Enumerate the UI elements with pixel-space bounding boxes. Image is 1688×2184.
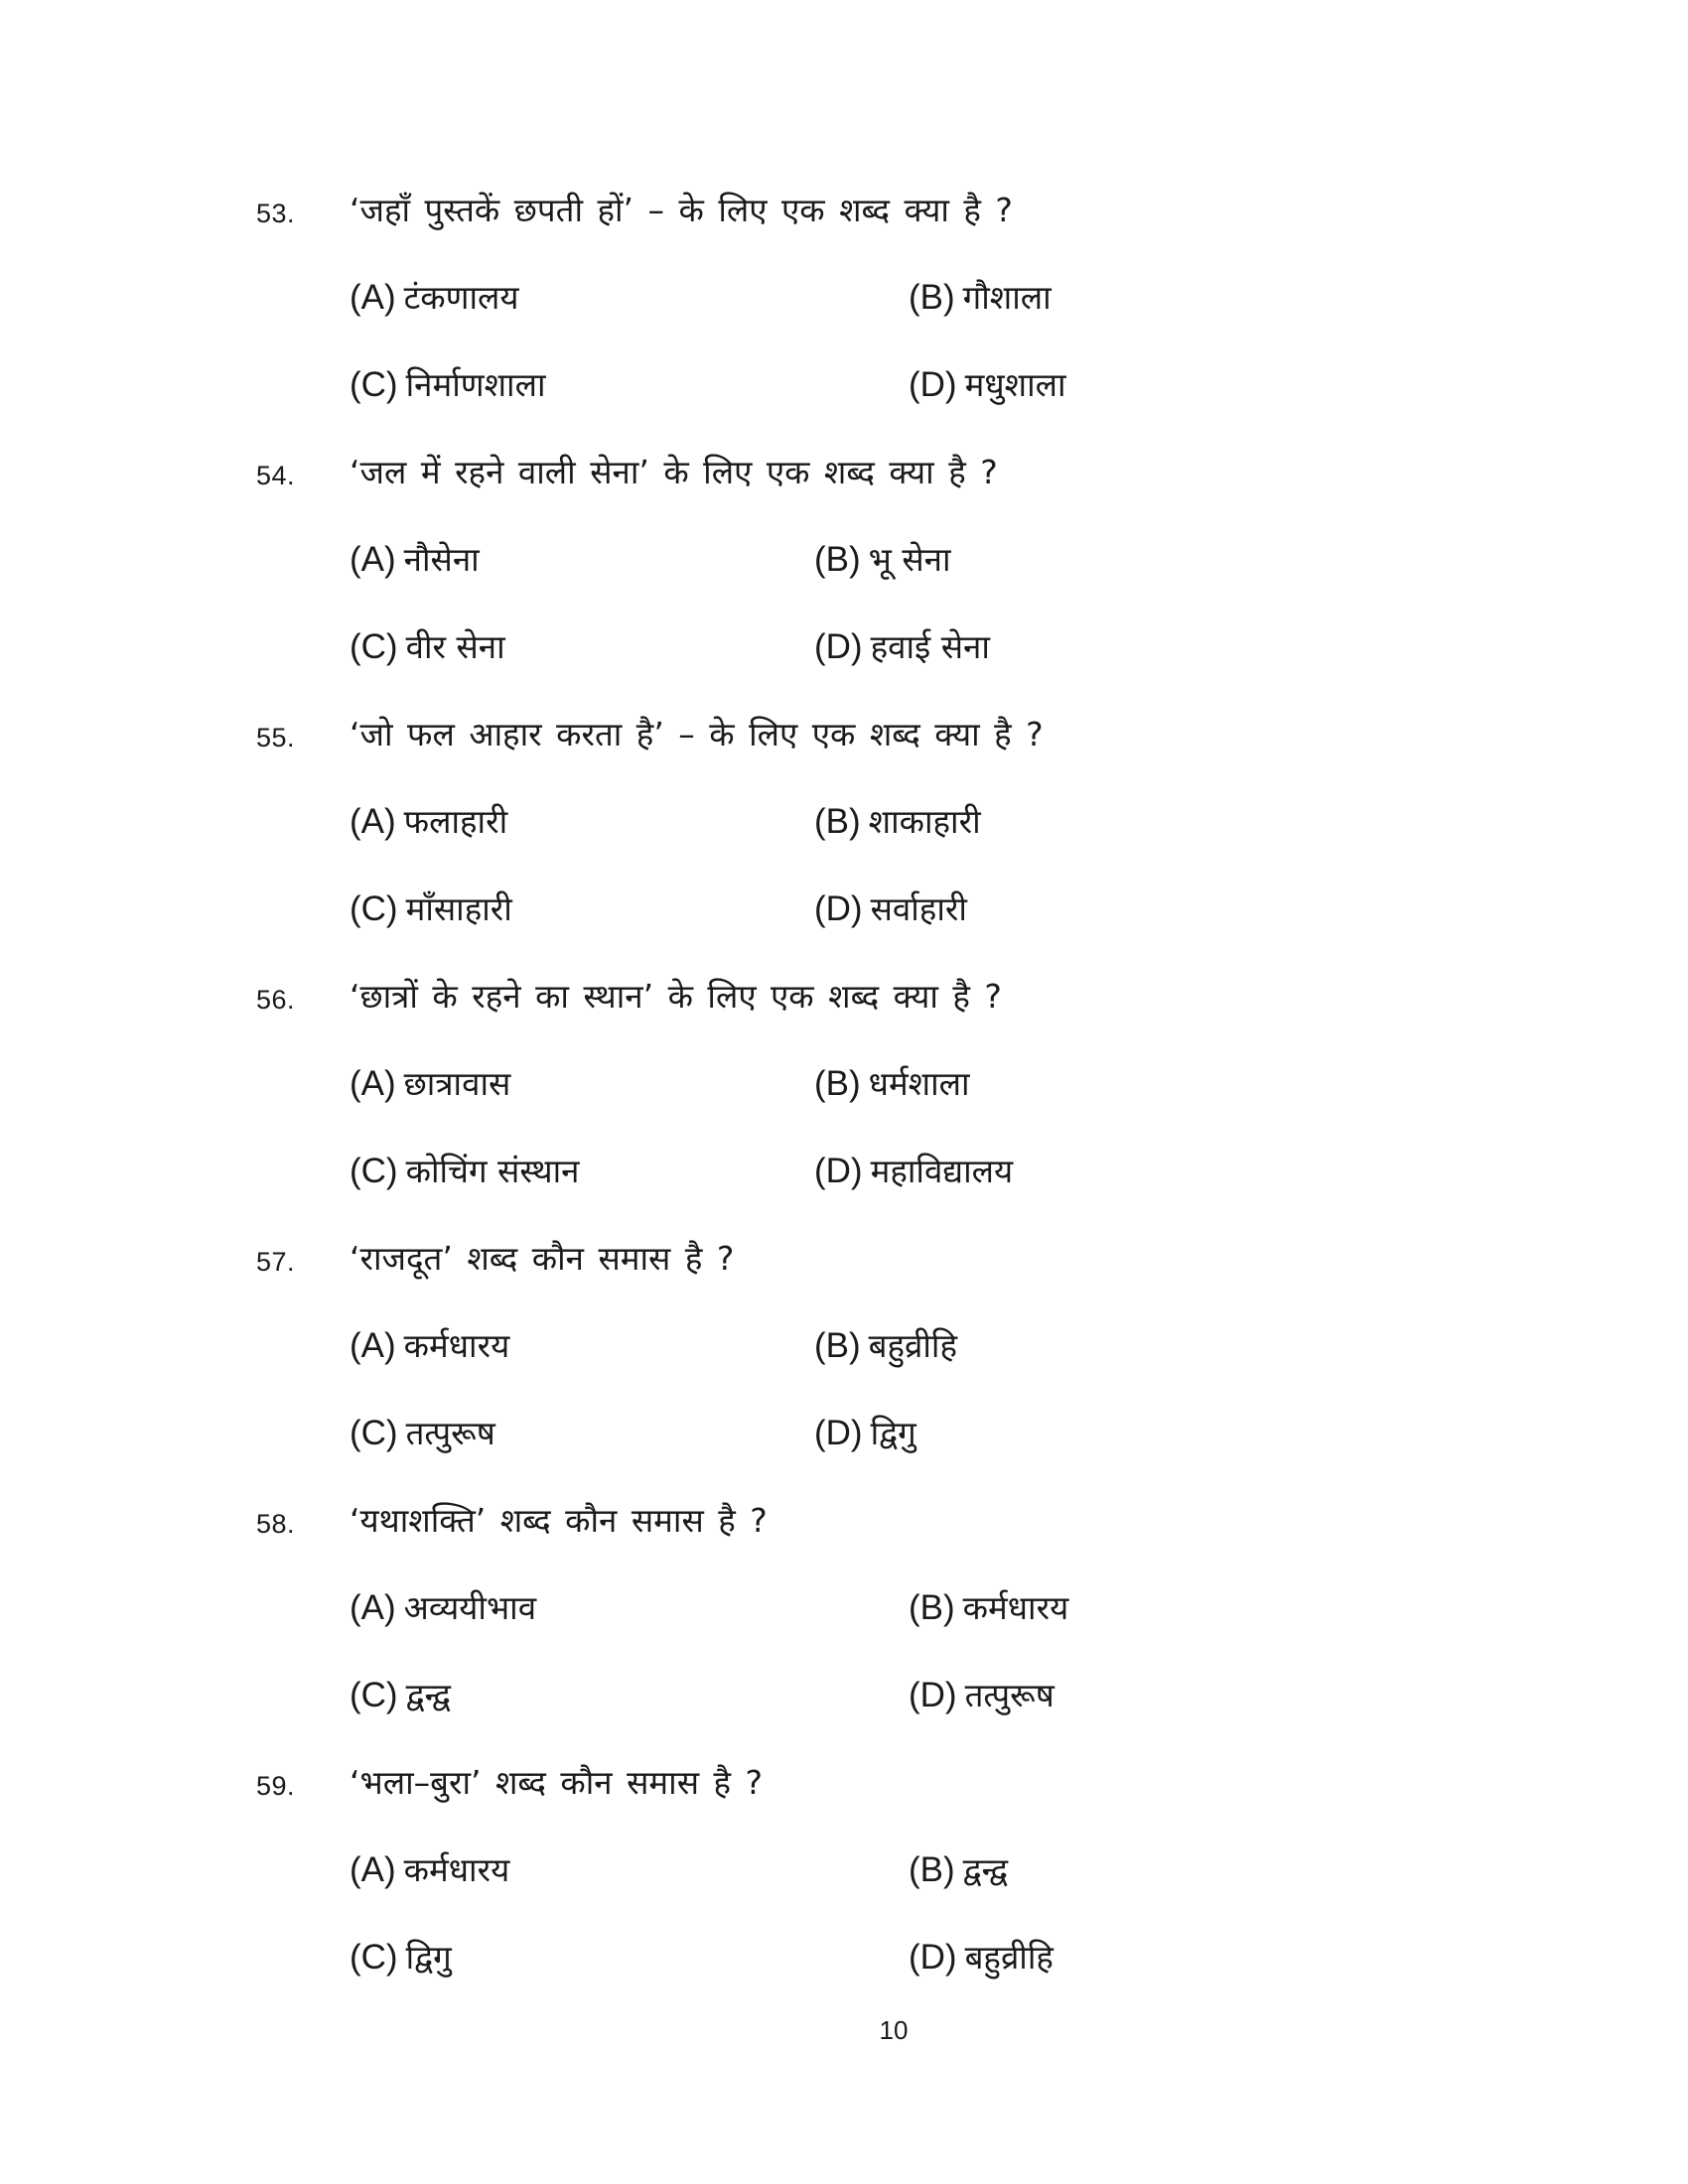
option-text: अव्ययीभाव [403,1588,537,1627]
option-letter: (B) [909,1850,955,1889]
option-a [350,798,507,843]
option-text: महाविद्यालय [870,1152,1014,1190]
option-c [350,361,546,406]
question-number: 54. [256,461,296,490]
option-text: द्वन्द्व [962,1850,1008,1889]
question-line [0,973,1688,1023]
option-a [350,274,519,319]
question-number: 55. [256,723,296,752]
question-line [0,1497,1688,1547]
question-text: ‘जहाँ पुस्तकें छपती हों’ – के लिए एक शब्द क्या है ? [350,191,1013,229]
option-text: मधुशाला [964,365,1066,404]
option-a [350,1584,536,1629]
option-text: शाकाहारी [868,802,981,841]
option-letter: (B) [814,1326,861,1365]
option-d [814,886,967,930]
option-text: धर्मशाला [868,1064,970,1103]
option-d [814,623,990,668]
option-letter: (A) [350,802,396,841]
option-text: भू सेना [868,540,951,579]
option-b [814,1060,970,1105]
option-text: तत्पुरूष [964,1676,1055,1714]
option-letter: (A) [350,1064,396,1103]
option-text: फलाहारी [403,802,508,841]
question-text: ‘भला–बुरा’ शब्द कौन समास है ? [350,1763,764,1802]
option-a [350,1060,510,1105]
option-d [814,1410,916,1454]
option-c [350,1672,451,1716]
option-letter: (A) [350,1850,396,1889]
question-text: ‘छात्रों के रहने का स्थान’ के लिए एक शब्द क्या है ? [350,977,1002,1016]
option-c [350,886,512,930]
option-letter: (C) [350,627,398,666]
question-number: 53. [256,199,296,228]
option-text: बहुव्रीहि [964,1938,1054,1977]
option-letter: (C) [350,1414,398,1452]
option-c [350,623,505,668]
option-text: कोचिंग संस्थान [405,1152,580,1190]
option-text: माँसाहारी [405,889,512,928]
option-text: द्विगु [870,1414,916,1452]
question-line [0,449,1688,498]
option-letter: (D) [909,365,957,404]
option-text: वीर सेना [405,627,505,666]
option-letter: (A) [350,540,396,579]
option-b [909,1846,1008,1891]
question-line [0,711,1688,760]
option-letter: (B) [814,802,861,841]
option-text: कर्मधारय [403,1850,510,1889]
question-line [0,187,1688,236]
option-text: तत्पुरूष [405,1414,495,1452]
option-letter: (D) [814,1152,863,1190]
option-letter: (A) [350,1326,396,1365]
option-letter: (D) [814,1414,863,1452]
option-a [350,1846,509,1891]
option-text: द्वन्द्व [405,1676,451,1714]
page-footer [0,2015,1688,2046]
option-text: बहुव्रीहि [868,1326,957,1365]
option-letter: (A) [350,1588,396,1627]
option-b [814,1322,957,1367]
option-d [814,1148,1013,1192]
option-text: नौसेना [403,540,480,579]
option-text: टंकणालय [403,278,519,317]
option-letter: (D) [909,1676,957,1714]
option-letter: (A) [350,278,396,317]
option-text: गौशाला [962,278,1052,317]
question-number: 59. [256,1771,296,1801]
question-number: 58. [256,1509,296,1539]
option-letter: (C) [350,1152,398,1190]
option-text: हवाई सेना [870,627,990,666]
option-d [909,1672,1055,1716]
option-b [814,798,981,843]
option-letter: (D) [909,1938,957,1977]
question-line [0,1235,1688,1285]
option-letter: (B) [909,1588,955,1627]
option-text: निर्माणशाला [405,365,546,404]
question-line [0,1759,1688,1809]
option-d [909,1934,1054,1979]
option-text: सर्वाहारी [870,889,967,928]
option-letter: (C) [350,889,398,928]
option-c [350,1410,495,1454]
option-text: द्विगु [405,1938,452,1977]
option-letter: (D) [814,627,863,666]
question-text: ‘जल में रहने वाली सेना’ के लिए एक शब्द क्या है ? [350,453,998,491]
question-text: ‘यथाशक्ति’ शब्द कौन समास है ? [350,1501,768,1540]
question-number: 56. [256,985,296,1015]
option-b [909,1584,1068,1629]
option-a [350,536,480,581]
option-letter: (D) [814,889,863,928]
option-text: कर्मधारय [403,1326,510,1365]
option-letter: (C) [350,1938,398,1977]
question-number: 57. [256,1247,296,1277]
question-text: ‘राजदूत’ शब्द कौन समास है ? [350,1239,735,1278]
option-a [350,1322,509,1367]
option-letter: (C) [350,1676,398,1714]
option-text: छात्रावास [403,1064,511,1103]
option-b [814,536,951,581]
option-letter: (B) [909,278,955,317]
option-letter: (B) [814,1064,861,1103]
option-b [909,274,1052,319]
page-number: 10 [879,2015,909,2045]
option-letter: (C) [350,365,398,404]
option-text: कर्मधारय [962,1588,1069,1627]
option-c [350,1934,452,1979]
option-c [350,1148,580,1192]
question-text: ‘जो फल आहार करता है’ – के लिए एक शब्द क्या है ? [350,715,1044,753]
option-d [909,361,1066,406]
option-letter: (B) [814,540,861,579]
